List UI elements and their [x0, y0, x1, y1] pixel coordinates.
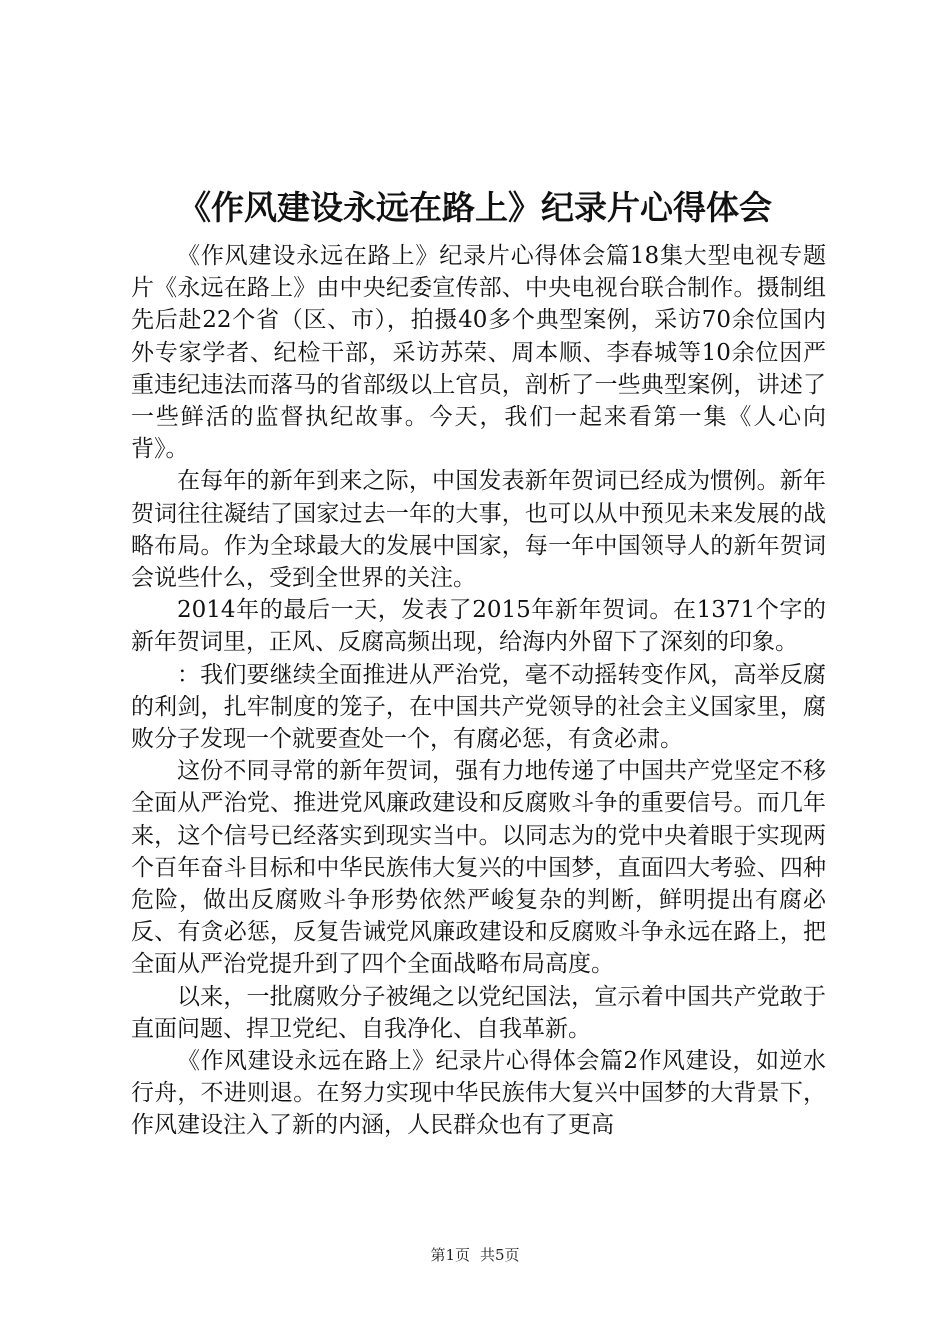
paragraph-1: 《作风建设永远在路上》纪录片心得体会篇18集大型电视专题片《永远在路上》由中央纪委宣传部、中央电视台联合制作。摄制组先后赴22个省（区、市），拍摄40多个典型案例，采访70余位国内外专家学者、纪检干部，采访苏荣、周本顺、李春城等10余位因严重违纪违法而落马的省部级以上官员，剖析了一些典型案例，讲述了一些鲜活的监督执纪故事。今天，我们一起来看第一集《人心向背》。 — [131, 243, 826, 463]
paragraph-6: 以来，一批腐败分子被绳之以党纪国法，宣示着中国共产党敢于直面问题、捍卫党纪、自我净化、自我革新。 — [131, 983, 826, 1042]
document-body — [131, 240, 826, 1142]
paragraph-5: 这份不同寻常的新年贺词，强有力地传递了中国共产党坚定不移全面从严治党、推进党风廉政建设和反腐败斗争的重要信号。而几年来，这个信号已经落实到现实当中。以同志为的党中央着眼于实现两个百年奋斗目标和中华民族伟大复兴的中国梦，直面四大考验、四种危险，做出反腐败斗争形势依然严峻复杂的判断，鲜明提出有腐必反、有贪必惩，反复告诫党风廉政建设和反腐败斗争永远在路上，把全面从严治党提升到了四个全面战略布局高度。 — [131, 758, 826, 978]
page-footer — [0, 1245, 950, 1265]
paragraph-2: 在每年的新年到来之际，中国发表新年贺词已经成为惯例。新年贺词往往凝结了国家过去一年的大事，也可以从中预见未来发展的战略布局。作为全球最大的发展中国家，每一年中国领导人的新年贺词会说些什么，受到全世界的关注。 — [131, 468, 826, 592]
document-title: 《作风建设永远在路上》纪录片心得体会 — [178, 188, 772, 227]
paragraph-7: 《作风建设永远在路上》纪录片心得体会篇2作风建设，如逆水行舟，不进则退。在努力实现中华民族伟大复兴中国梦的大背景下，作风建设注入了新的内涵，人民群众也有了更高 — [131, 1048, 826, 1139]
paragraph-3: 2014年的最后一天，发表了2015年新年贺词。在1371个字的新年贺词里，正风、反腐高频出现，给海内外留下了深刻的印象。 — [131, 597, 826, 656]
page-number-total: 共5页 — [480, 1246, 520, 1264]
paragraph-4: ：我们要继续全面推进从严治党，毫不动摇转变作风，高举反腐的利剑，扎牢制度的笼子，在中国共产党领导的社会主义国家里，腐败分子发现一个就要查处一个，有腐必惩，有贪必肃。 — [131, 661, 826, 753]
page-number-current: 第1页 — [430, 1246, 470, 1264]
